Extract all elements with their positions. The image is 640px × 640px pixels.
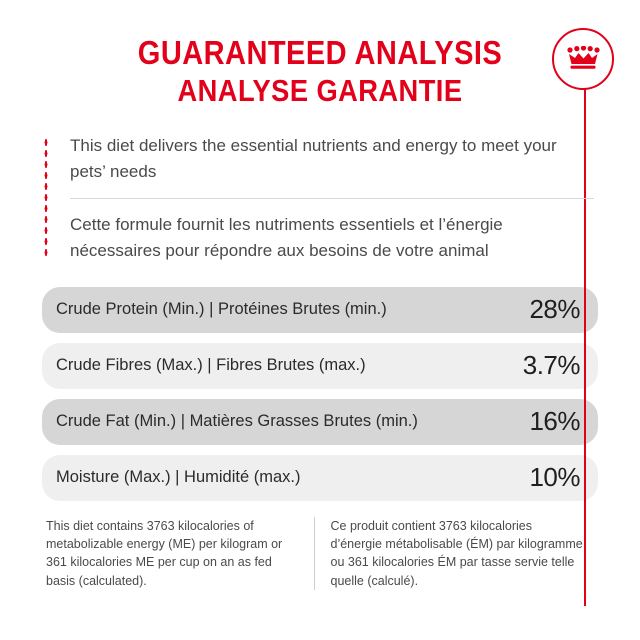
nutrient-label: Crude Fibres (Max.) | Fibres Brutes (max.)	[56, 356, 366, 375]
nutrient-value: 16%	[529, 406, 580, 437]
analysis-table	[42, 287, 598, 501]
nutrient-label: Crude Protein (Min.) | Protéines Brutes (min.)	[56, 300, 387, 319]
intro-text-french: Cette formule fournit les nutriments essentiels et l’énergie nécessaires pour répondre aux besoins de votre animal	[70, 215, 503, 260]
nutrient-label: Moisture (Max.) | Humidité (max.)	[56, 468, 301, 487]
page-title	[0, 0, 640, 107]
nutrient-value: 10%	[529, 462, 580, 493]
intro-text-english: This diet delivers the essential nutrients and energy to meet your pets’ needs	[70, 136, 557, 181]
intro-block	[44, 133, 594, 263]
nutrient-value: 28%	[529, 294, 580, 325]
footnote-english	[46, 517, 314, 590]
dotted-rule-decoration	[44, 137, 48, 259]
footnote-french	[314, 517, 585, 590]
footnote-french-text: Ce produit contient 3763 kilocalories d’énergie métabolisable (ÉM) par kilogramme ou 361 kilocalories ÉM par tasse servie telle quelle (calculé).	[330, 519, 583, 588]
intro-divider	[70, 198, 594, 199]
table-row	[42, 343, 598, 389]
footnotes	[46, 517, 584, 590]
royal-crown-logo	[552, 28, 614, 90]
table-row	[42, 455, 598, 501]
nutrient-label: Crude Fat (Min.) | Matières Grasses Brutes (min.)	[56, 412, 418, 431]
nutrient-value: 3.7%	[522, 350, 580, 381]
table-row	[42, 287, 598, 333]
title-english: GUARANTEED ANALYSIS	[137, 34, 503, 71]
title-french: ANALYSE GARANTIE	[177, 72, 463, 108]
table-row	[42, 399, 598, 445]
footnote-english-text: This diet contains 3763 kilocalories of metabolizable energy (ME) per kilogram or 361 kilocalories ME per cup on an as fed basis (calculated).	[46, 519, 283, 588]
